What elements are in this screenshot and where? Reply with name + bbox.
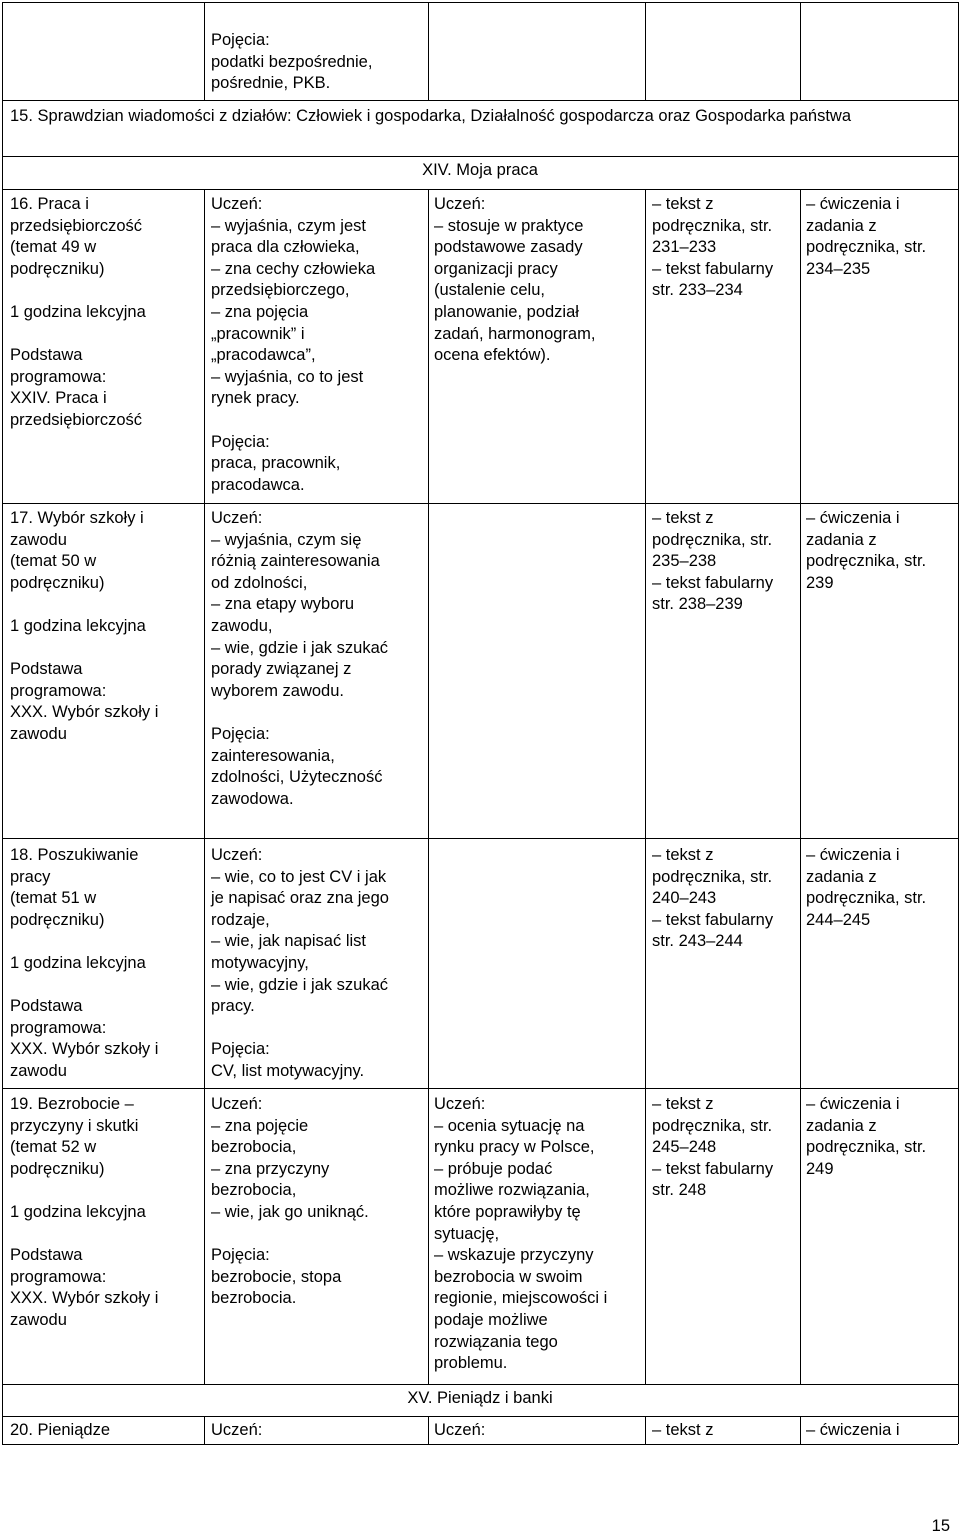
rule — [2, 100, 958, 101]
lesson-18-exercises: – ćwiczenia i zadania z podręcznika, str. 244–245 — [806, 846, 927, 929]
lesson-20-topic: 20. Pieniądze — [10, 1421, 110, 1439]
lesson-20-exercises: – ćwiczenia i — [806, 1421, 900, 1439]
lesson-19-topic: 19. Bezrobocie – przyczyny i skutki (temat 52 w podręczniku) 1 godzina lekcyjna Podstawa programowa: XXX. Wybór szkoły i zawodu — [10, 1095, 159, 1329]
lesson-17-materials: – tekst z podręcznika, str. 235–238 – tekst fabularny str. 238–239 — [652, 509, 774, 614]
rule — [2, 1416, 958, 1417]
rule — [2, 1384, 958, 1385]
rule — [2, 1444, 958, 1445]
lesson-20-materials: – tekst z — [652, 1421, 714, 1439]
lesson-19-materials: – tekst z podręcznika, str. 245–248 – tekst fabularny str. 248 — [652, 1095, 774, 1200]
lesson-17-topic: 17. Wybór szkoły i zawodu (temat 50 w podręczniku) 1 godzina lekcyjna Podstawa programowa: XXX. Wybór szkoły i zawodu — [10, 509, 159, 743]
rule — [204, 189, 205, 1384]
rule — [800, 2, 801, 100]
page-number: 15 — [931, 1517, 950, 1535]
lesson-20-extended: Uczeń: — [434, 1421, 486, 1439]
lesson-18-topic: 18. Poszukiwanie pracy (temat 51 w podręczniku) 1 godzina lekcyjna Podstawa programowa: XXX. Wybór szkoły i zawodu — [10, 846, 159, 1080]
rule — [800, 1416, 801, 1444]
lesson-17-outcomes: Uczeń: – wyjaśnia, czym się różnią zainteresowania od zdolności, – zna etapy wyboru zawodu, – wie, gdzie i jak szukać porady związanej z wyborem zawodu. Pojęcia: zainteresowania, zdolności, Użyteczność zawodowa. — [211, 509, 388, 808]
rule — [645, 2, 646, 100]
rule — [645, 189, 646, 1384]
lesson-19-outcomes: Uczeń: – zna pojęcie bezrobocia, – zna przyczyny bezrobocia, – wie, jak go uniknąć. Pojęcia: bezrobocie, stopa bezrobocia. — [211, 1095, 369, 1308]
rule — [645, 1416, 646, 1444]
rule — [428, 189, 429, 1384]
rule — [2, 1088, 958, 1089]
lesson-18-materials: – tekst z podręcznika, str. 240–243 – tekst fabularny str. 243–244 — [652, 846, 774, 951]
rule — [958, 2, 959, 1444]
rule — [204, 1416, 205, 1444]
rule — [428, 1416, 429, 1444]
lesson-16-materials: – tekst z podręcznika, str. 231–233 – tekst fabularny str. 233–234 — [652, 195, 774, 300]
lesson-17-exercises: – ćwiczenia i zadania z podręcznika, str. 239 — [806, 509, 927, 592]
rule — [428, 2, 429, 100]
lesson-16-topic: 16. Praca i przedsiębiorczość (temat 49 w podręczniku) 1 godzina lekcyjna Podstawa programowa: XXIV. Praca i przedsiębiorczość — [10, 195, 146, 429]
lesson-19-exercises: – ćwiczenia i zadania z podręcznika, str. 249 — [806, 1095, 927, 1178]
lesson-16-outcomes: Uczeń: – wyjaśnia, czym jest praca dla człowieka, – zna cechy człowieka przedsiębiorczego, – zna pojęcia „pracownik” i „pracodawca”, – wyjaśnia, co to jest rynek pracy. Pojęcia: praca, pracownik, pracodawca. — [211, 195, 376, 494]
rule — [204, 2, 205, 100]
lesson-16-extended: Uczeń: – stosuje w praktyce podstawowe zasady organizacji pracy (ustalenie celu, planowanie, podział zadań, harmonogram, ocena efektów). — [434, 195, 596, 365]
lesson-15-title: 15. Sprawdzian wiadomości z działów: Człowiek i gospodarka, Działalność gospodarcza oraz Gospodarka państwa — [10, 107, 852, 125]
lesson-16-exercises: – ćwiczenia i zadania z podręcznika, str. 234–235 — [806, 195, 927, 278]
section-heading-xiv: XIV. Moja praca — [422, 161, 538, 179]
lesson-19-extended: Uczeń: – ocenia sytuację na rynku pracy w Polsce, – próbuje podać możliwe rozwiązania, które poprawiłyby tę sytuację, – wskazuje przyczyny bezrobocia w swoim regionie, miejscowości i podaje możliwe rozwiązania tego problemu. — [434, 1095, 608, 1373]
rule — [2, 503, 958, 504]
continued-content-cell: Pojęcia: podatki bezpośrednie, pośrednie, PKB. — [211, 31, 373, 93]
section-heading-xv: XV. Pieniądz i banki — [407, 1389, 553, 1407]
rule — [2, 838, 958, 839]
rule — [2, 156, 958, 157]
lesson-20-outcomes: Uczeń: — [211, 1421, 263, 1439]
lesson-18-outcomes: Uczeń: – wie, co to jest CV i jak je napisać oraz zna jego rodzaje, – wie, jak napisać list motywacyjny, – wie, gdzie i jak szukać pracy. Pojęcia: CV, list motywacyjny. — [211, 846, 389, 1080]
rule — [2, 2, 3, 1444]
rule — [2, 2, 958, 3]
rule — [800, 189, 801, 1384]
rule — [2, 189, 958, 190]
